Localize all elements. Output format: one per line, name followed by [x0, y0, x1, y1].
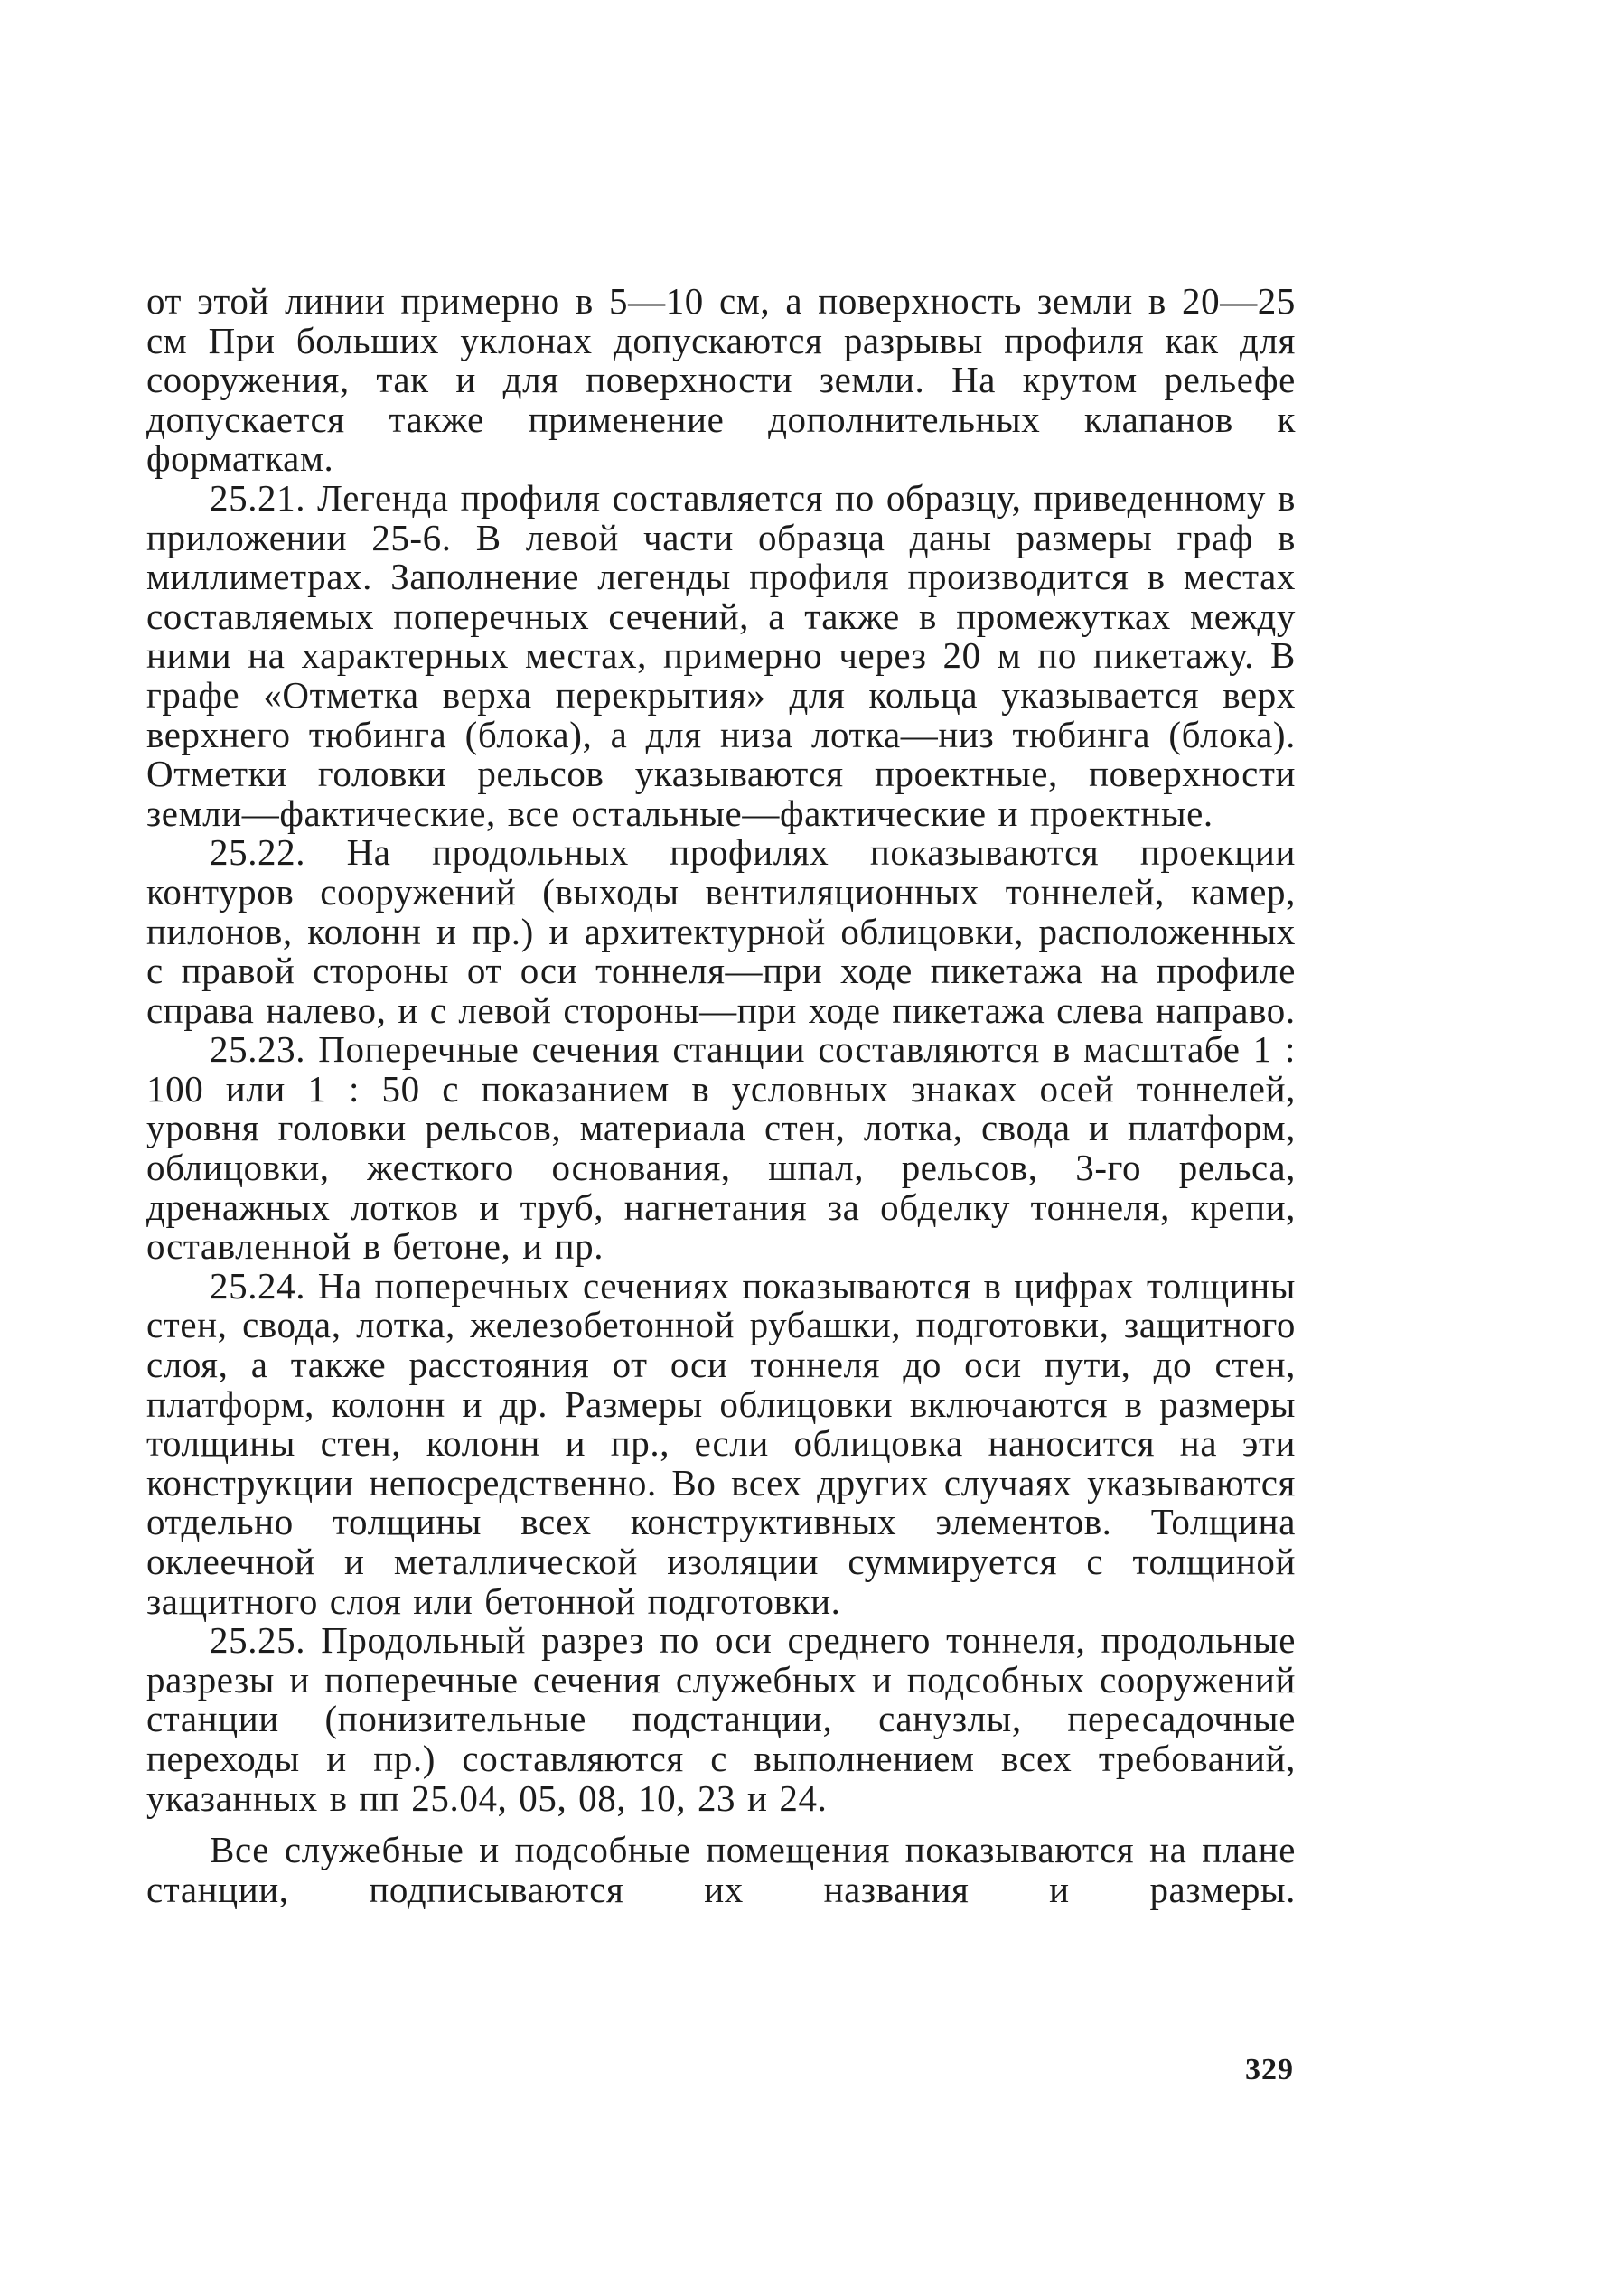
paragraph-25-24: 25.24. На поперечных сечениях показываются в цифрах толщины стен, свода, лотка, железобетонной рубашки, подготовки, защитного слоя, а также расстояния от оси тоннеля до оси пути, до стен, платформ, колонн и др. Размеры облицовки включаются в размеры толщины стен, колонн и пр., если облицовка наносится на эти конструкции непосредственно. Во всех других случаях указываются отдельно толщины всех конструктивных элементов. Толщина оклеечной и металлической изоляции суммируется с толщиной защитного слоя или бетонной подготовки. — [146, 1264, 1296, 1622]
paragraph-service-rooms: Все служебные и подсобные помещения показываются на плане станции, подписываются их названия и размеры. — [146, 1829, 1296, 1910]
paragraph-25-21: 25.21. Легенда профиля составляется по образцу, приведенному в приложении 25-6. В левой части образца даны размеры граф в миллиметрах. Заполнение легенды профиля производится в местах составляемых поперечных сечений, а также в промежутках между ними на характерных местах, примерно через 20 м по пикетажу. В графе «Отметка верха перекрытия» для кольца указывается верх верхнего тюбинга (блока), а для низа лотка—низ тюбинга (блока). Отметки головки рельсов указываются проектные, поверхности земли—фактические, все остальные—фактические и проектные. — [146, 476, 1296, 834]
paragraph-25-23: 25.23. Поперечные сечения станции составляются в масштабе 1 : 100 или 1 : 50 с показанием в условных знаках осей тоннелей, уровня головки рельсов, материала стен, лотка, свода и платформ, облицовки, жесткого основания, шпал, рельсов, 3-го рельса, дренажных лотков и труб, нагнетания за обделку тоннеля, крепи, оставленной в бетоне, и пр. — [146, 1028, 1296, 1268]
paragraph-continuation: от этой линии примерно в 5—10 см, а поверхность земли в 20—25 см При больших уклонах допускаются разрывы профиля как для сооружения, так и для поверхности земли. На крутом рельефе допускается также применение дополнительных клапанов к форматкам. — [146, 280, 1296, 480]
paragraph-25-22: 25.22. На продольных профилях показываются проекции контуров сооружений (выходы вентиляционных тоннелей, камер, пилонов, колонн и пр.) и архитектурной облицовки, расположенных с правой стороны от оси тоннеля—при ходе пикетажа на профиле справа налево, и с левой стороны—при ходе пикетажа слева направо. — [146, 831, 1296, 1031]
page-number: 329 — [1245, 2053, 1294, 2086]
paragraph-25-25: 25.25. Продольный разрез по оси среднего тоннеля, продольные разрезы и поперечные сечения служебных и подсобных сооружений станции (понизительные подстанции, санузлы, пересадочные переходы и пр.) составляются с выполнением всех требований, указанных в пп 25.04, 05, 08, 10, 23 и 24. — [146, 1619, 1296, 1819]
page-body — [146, 282, 1296, 1909]
